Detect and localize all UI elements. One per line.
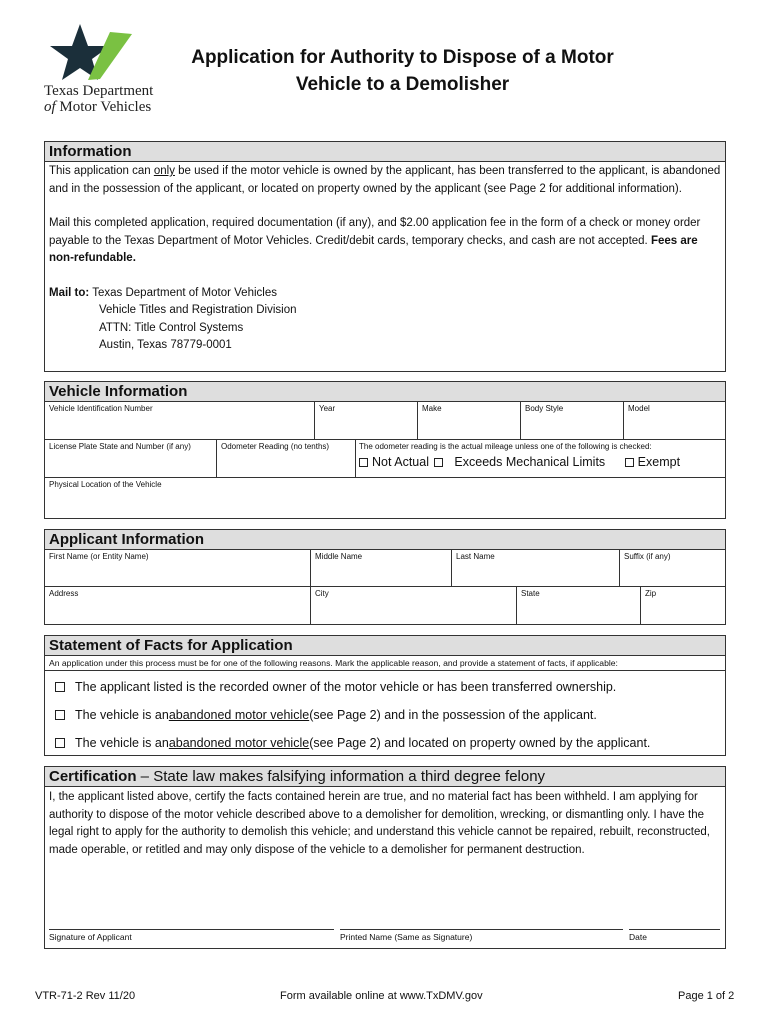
agency-name-line1: Texas Department bbox=[44, 83, 154, 99]
first-name-field[interactable]: First Name (or Entity Name) bbox=[45, 550, 311, 586]
agency-name-of: of bbox=[44, 99, 56, 115]
printed-name-field[interactable]: Printed Name (Same as Signature) bbox=[340, 929, 623, 942]
body-style-field[interactable]: Body Style bbox=[521, 402, 624, 439]
certification-text: I, the applicant listed above, certify the facts contained herein are true, and no material fact has been withheld. I am applying for authority to dispose of the motor vehicle described above to a demolisher for demolition, wrecking, or dismantling only. I have the legal right to apply for the authority to demolish this vehicle; and understand this vehicle cannot be repaired, rebuilt, reconstructed, made operable, or retitled and may only dispose of the vehicle to a demolisher for permanent destruction. bbox=[49, 791, 710, 856]
certification-heading: Certification – State law makes falsifying information a third degree felony bbox=[45, 767, 725, 787]
mail-line: ATTN: Title Control Systems bbox=[99, 321, 244, 334]
mail-line: Vehicle Titles and Registration Division bbox=[99, 304, 297, 316]
information-heading: Information bbox=[45, 142, 725, 162]
year-field[interactable]: Year bbox=[315, 402, 418, 439]
reason-1-checkbox[interactable]: The applicant listed is the recorded owner of the motor vehicle or has been transferred ownership. bbox=[45, 673, 725, 701]
license-plate-field[interactable]: License Plate State and Number (if any) bbox=[45, 440, 217, 477]
mail-line: Texas Department of Motor Vehicles bbox=[92, 286, 277, 299]
form-id: VTR-71-2 Rev 11/20 bbox=[35, 990, 136, 1002]
facts-heading: Statement of Facts for Application bbox=[45, 636, 725, 656]
certification-section bbox=[44, 766, 726, 949]
mail-to-label: Mail to: bbox=[49, 286, 90, 299]
form-title bbox=[170, 44, 635, 98]
agency-name-line2: Motor Vehicles bbox=[59, 99, 152, 115]
applicant-section bbox=[44, 529, 726, 625]
mail-line: Austin, Texas 78779-0001 bbox=[99, 339, 232, 351]
vin-field[interactable]: Vehicle Identification Number bbox=[45, 402, 315, 439]
middle-name-field[interactable]: Middle Name bbox=[311, 550, 452, 586]
reason-2-checkbox[interactable]: The vehicle is an abandoned motor vehicle (see Page 2) and in the possession of the applicant. bbox=[45, 701, 725, 729]
online-note: Form available online at www.TxDMV.gov bbox=[280, 990, 483, 1002]
last-name-field[interactable]: Last Name bbox=[452, 550, 620, 586]
form-title-line1: Application for Authority to Dispose of a Motor bbox=[191, 47, 614, 68]
information-paragraph-1: This application can only be used if the motor vehicle is owned by the applicant, has been transferred to the applicant, is abandoned and in the possession of the applicant, or located on property owned by the applicant (see Page 2 for additional information). bbox=[49, 165, 721, 195]
information-section bbox=[44, 141, 726, 372]
exempt-checkbox[interactable]: Exempt bbox=[625, 455, 680, 469]
page-number: Page 1 of 2 bbox=[678, 990, 735, 1002]
facts-intro: An application under this process must be for one of the following reasons. Mark the applicable reason, and provide a statement of facts, if applicable: bbox=[45, 656, 725, 671]
facts-section bbox=[44, 635, 726, 756]
signature-field[interactable]: Signature of Applicant bbox=[49, 929, 334, 942]
odometer-note: The odometer reading is the actual mileage unless one of the following is checked: bbox=[359, 442, 652, 451]
zip-field[interactable]: Zip bbox=[645, 589, 657, 598]
agency-name bbox=[44, 83, 153, 115]
make-field[interactable]: Make bbox=[418, 402, 521, 439]
odometer-field[interactable]: Odometer Reading (no tenths) bbox=[217, 440, 356, 477]
reason-3-checkbox[interactable]: The vehicle is an abandoned motor vehicle (see Page 2) and located on property owned by the applicant. bbox=[45, 729, 725, 757]
not-actual-checkbox[interactable]: Not Actual bbox=[359, 455, 429, 469]
mail-to-block bbox=[49, 285, 721, 355]
suffix-field[interactable]: Suffix (if any) bbox=[624, 552, 671, 561]
address-field[interactable]: Address bbox=[45, 587, 311, 624]
city-field[interactable]: City bbox=[311, 587, 517, 624]
odometer-brand bbox=[356, 440, 725, 477]
form-title-line2: Vehicle to a Demolisher bbox=[295, 74, 510, 95]
applicant-heading: Applicant Information bbox=[45, 530, 725, 550]
vehicle-location-field[interactable]: Physical Location of the Vehicle bbox=[49, 480, 162, 489]
vehicle-section bbox=[44, 381, 726, 519]
information-paragraph-2: Mail this completed application, required documentation (if any), and $2.00 application fee in the form of a check or money order payable to the Texas Department of Motor Vehicles. Credit/debit cards, temporary checks, and cash are not accepted. Fees are non-refundable. bbox=[49, 217, 701, 264]
model-field[interactable]: Model bbox=[628, 404, 650, 413]
state-field[interactable]: State bbox=[517, 587, 641, 624]
date-field[interactable]: Date bbox=[629, 929, 720, 942]
exceeds-limits-checkbox[interactable]: Exceeds Mechanical Limits bbox=[434, 455, 605, 469]
vehicle-heading: Vehicle Information bbox=[45, 382, 725, 402]
